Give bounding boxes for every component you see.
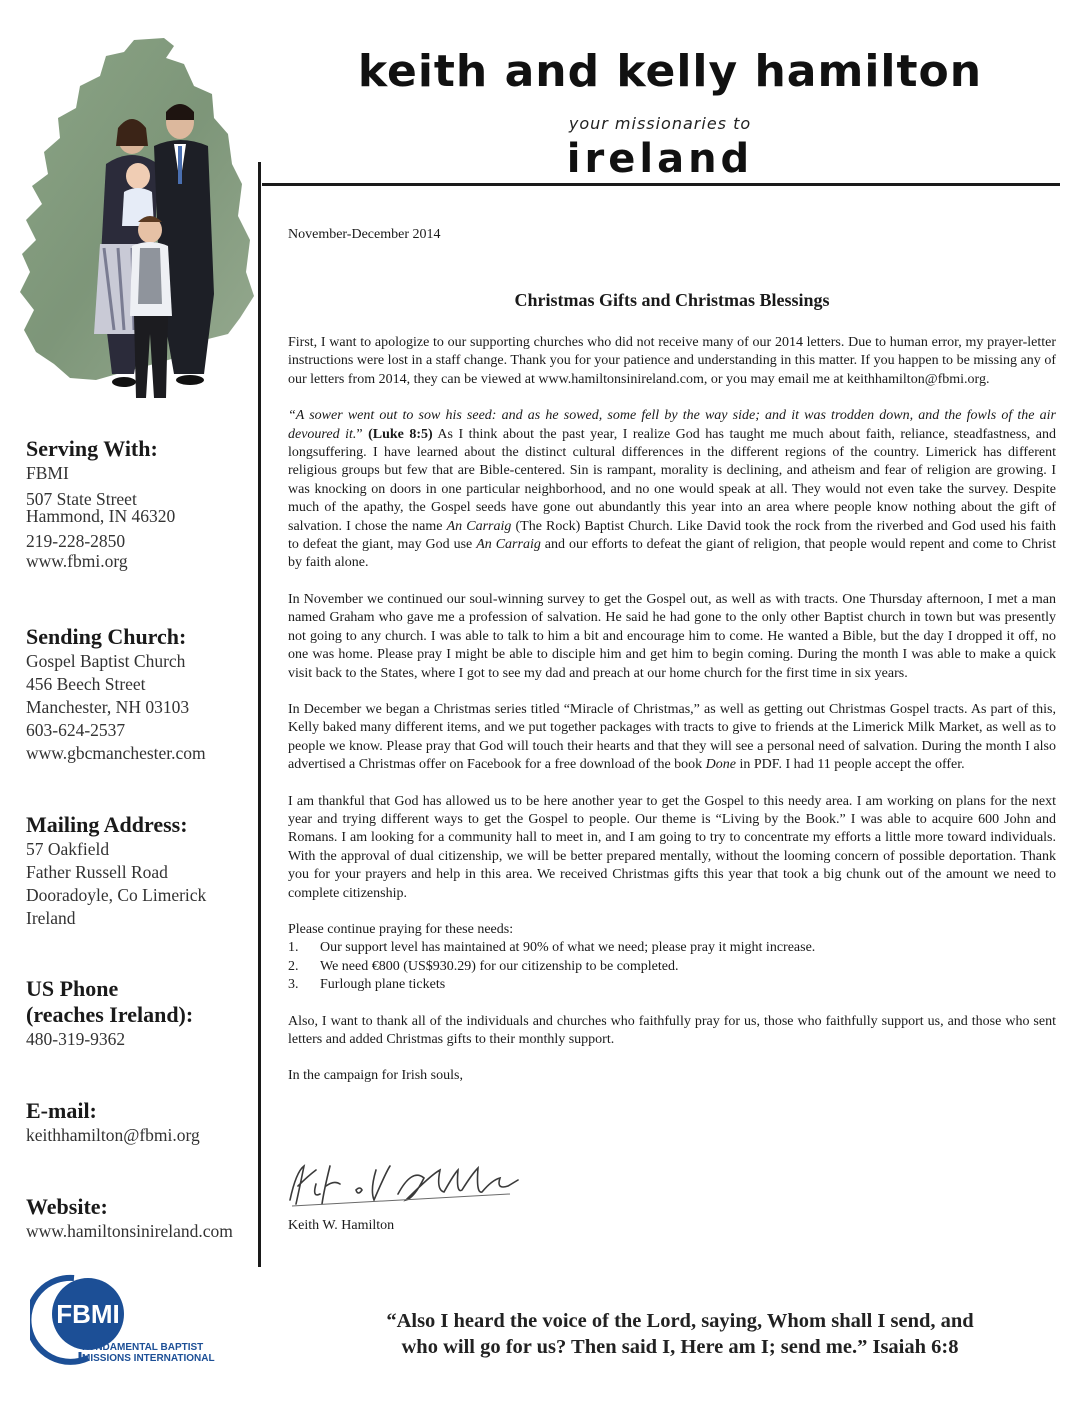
us-phone-number: 480-319-9362 [26, 1029, 126, 1049]
scripture-quote-end: ” [356, 426, 363, 442]
list-item-number: 3. [288, 977, 299, 993]
sidebar-divider [258, 162, 261, 1267]
list-item-number: 1. [288, 940, 299, 956]
serving-org: FBMI [26, 463, 69, 483]
serving-with-section [26, 436, 258, 571]
paragraph-thankful: I am thankful that God has allowed us to be here another year to get the Gospel to this needy area. I am working on plans for the next year and trying different ways to get the Gospel to people. Our theme is “Living by the Book.” I was able to acquire 600 John and Romans. I am looking for a community hall to meet in, and I am going to try to concentrate my efforts a little more toward individuals. With the approval of dual citizenship, we will be better prepared mentally, without the looming concern of possible deportation. Thank you for your prayers and help in this area. We received Christmas gifts this year that took a big chunk out of the amount we need to complete citizenship. [288, 793, 1056, 901]
mailing-line-1: 57 Oakfield [26, 839, 110, 859]
letterhead-subtitle: your missionaries to [568, 114, 752, 133]
serving-city: Hammond, IN 46320 [26, 506, 176, 526]
logo-line-1: FUNDAMENTAL BAPTIST [82, 1342, 204, 1353]
paragraph-sower-text-b: (The Rock) Baptist Church. Like David took the rock from the riverbed and God used his faith to defeat the giant, may God use [288, 518, 1056, 553]
letter-title: Christmas Gifts and Christmas Blessings [514, 290, 830, 310]
paragraph-december [288, 701, 1056, 775]
closing-line: In the campaign for Irish souls, [288, 1068, 463, 1084]
mailing-address-heading: Mailing Address: [26, 812, 188, 837]
sending-church-city: Manchester, NH 03103 [26, 697, 190, 717]
church-name: An Carraig [446, 518, 512, 534]
letter-body [288, 334, 1056, 1086]
church-name-2: An Carraig [476, 537, 541, 553]
footer-verse [300, 1308, 1060, 1360]
email-address: keithhamilton@fbmi.org [26, 1125, 200, 1145]
sending-church-phone: 603-624-2537 [26, 720, 126, 740]
verse-line-2: who will go for us? Then said I, Here am I; send me.” Isaiah 6:8 [401, 1336, 959, 1358]
paragraph-december-text-b: in PDF. I had 11 people accept the offer. [736, 757, 965, 773]
verse-line-1: “Also I heard the voice of the Lord, saying, Whom shall I send, and [386, 1310, 974, 1332]
mailing-line-4: Ireland [26, 908, 76, 928]
sending-church-section [26, 624, 258, 765]
fbmi-logo [30, 1270, 220, 1365]
mailing-line-2: Father Russell Road [26, 862, 168, 882]
website-heading: Website: [26, 1194, 108, 1219]
list-item-text: Furlough plane tickets [320, 977, 446, 993]
logo-text: FBMI [56, 1299, 120, 1329]
letterhead-title: keith and kelly hamilton [357, 46, 983, 97]
paragraph-sower [288, 407, 1056, 573]
paragraph-november: In November we continued our soul-winning survey to get the Gospel out, as well as with tracts. One Thursday afternoon, I met a man named Graham who gave me a profession of salvation. He said he had gone to the only other Baptist church in town but was presently not going to any church. I was able to talk to him a bit and encourage him to come. He wanted a Bible, but the day I dropped it off, no one was home. Please pray I might be able to disciple him and get him to begin coming. During the month I was able to make a quick visit back to the States, where I got to see my dad and preach at our home church for the first time in six years. [288, 591, 1056, 681]
letterhead-country: ireland [566, 136, 754, 182]
prayer-needs-list [288, 939, 1056, 994]
handwritten-signature [286, 1160, 522, 1210]
list-item-text: We need €800 (US$930.29) for our citizenship to be completed. [320, 958, 679, 974]
website-section [26, 1194, 258, 1243]
family-photo-on-ireland-map [14, 34, 254, 419]
scripture-reference: (Luke 8:5) [368, 426, 433, 442]
list-item [288, 976, 1056, 994]
us-phone-section [26, 976, 258, 1051]
email-section [26, 1098, 258, 1147]
scripture-quote: “A sower went out to sow his seed: and as he sowed, some fell by the way side; and it was trodden down, and the fowls of the air devoured it. [288, 408, 1056, 442]
list-item-number: 2. [288, 958, 299, 974]
email-heading: E-mail: [26, 1098, 97, 1123]
list-item [288, 939, 1056, 957]
book-title: Done [705, 757, 736, 773]
serving-with-heading: Serving With: [26, 436, 158, 461]
logo-line-2: MISSIONS INTERNATIONAL [82, 1353, 215, 1364]
mailing-line-3: Dooradoyle, Co Limerick [26, 885, 207, 905]
sending-church-heading: Sending Church: [26, 624, 187, 649]
sending-church-street: 456 Beech Street [26, 674, 146, 694]
paragraph-sower-text-c: and our efforts to defeat the giant of religion, that people would repent and come to Christ by faith alone. [288, 537, 1056, 571]
website-url: www.hamiltonsinireland.com [26, 1221, 233, 1241]
signer-name: Keith W. Hamilton [288, 1218, 395, 1233]
paragraph-sower-text-a: As I think about the past year, I realize God has taught me much about faith, reliance, steadfastness, and longsuffering. I have learned about the distinct cultural differences in the different regions of the country. Limerick has different religious groups but few that are Bible-centered. Sin is rampant, morality is declining, and atheism and fear of religion are growing. I was knocking on doors in one particular neighborhood, and no one would speak at all. They would not even take the survey. Despite much of the apathy, the Gospel seeds have gone out abundantly this year into an area where people know nothing about the gift of salvation. I chose the name [288, 426, 1056, 534]
paragraph-december-text-a: In December we began a Christmas series titled “Miracle of Christmas,” as well as getting out Christmas Gospel tracts. As part of this, Kelly baked many different items, and we put together packages with tracts to give to friends at the Limerick Milk Market, as well as to people we know. Please pray that God will touch their hearts and that they will see a personal need of salvation. During the month I also advertised a Christmas offer on Facebook for a free download of the book [288, 701, 1056, 773]
prayer-needs-intro: Please continue praying for these needs: [288, 921, 514, 937]
list-item-text: Our support level has maintained at 90% of what we need; please pray it might increase. [320, 940, 816, 956]
letter-date: November-December 2014 [288, 227, 441, 242]
list-item [288, 958, 1056, 976]
header-rule [262, 183, 1060, 186]
us-phone-heading: US Phone [26, 976, 119, 1001]
paragraph-apology: First, I want to apologize to our supporting churches who did not receive many of our 2014 letters. Due to human error, my prayer-letter instructions were lost in a staff change. Thank you for your patience and understanding in this matter. If you happen to be missing any of our letters from 2014, they can be viewed at www.hamiltonsinireland.com, or you may email me at keithhamilton@fbmi.org. [288, 335, 1056, 387]
serving-street: 507 State Street [26, 489, 137, 509]
paragraph-thanks: Also, I want to thank all of the individuals and churches who faithfully pray for us, those who faithfully support us, and those who sent letters and added Christmas gifts to their monthly support. [288, 1013, 1056, 1047]
sending-church-website: www.gbcmanchester.com [26, 743, 206, 763]
us-phone-heading-sub: (reaches Ireland): [26, 1002, 194, 1027]
sending-church-name: Gospel Baptist Church [26, 651, 186, 671]
serving-phone: 219-228-2850 [26, 531, 126, 551]
mailing-address-section [26, 812, 258, 930]
serving-website: www.fbmi.org [26, 551, 128, 571]
